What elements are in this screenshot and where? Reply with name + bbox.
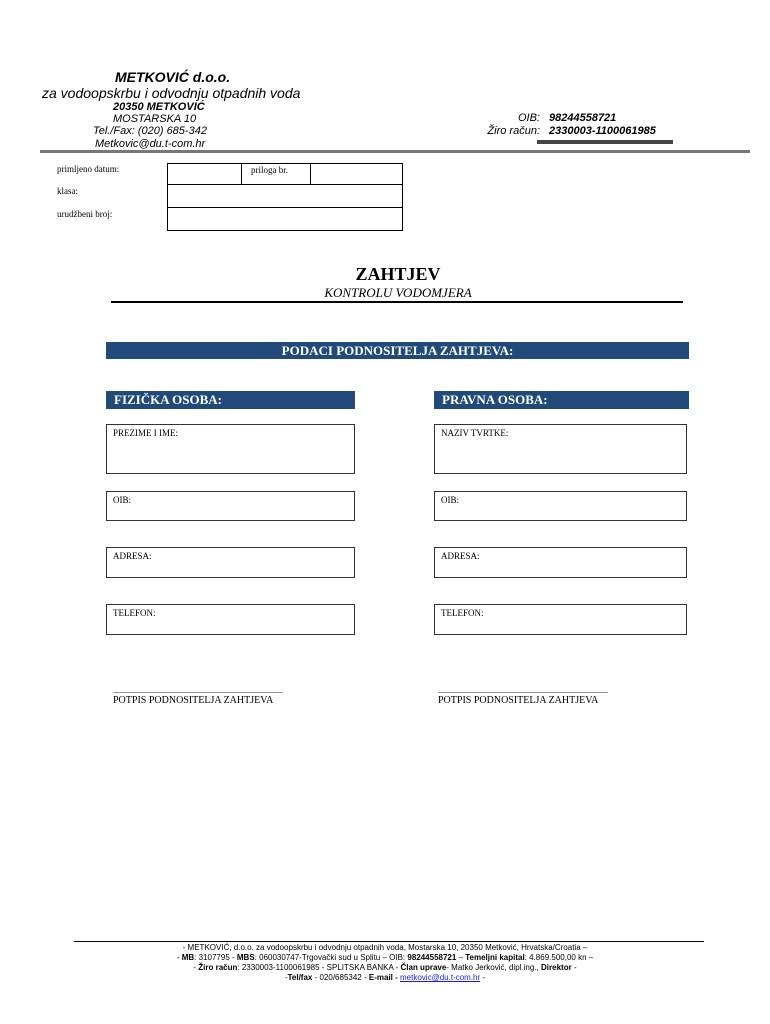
footer-tel: - 020/685342 - [314, 973, 367, 982]
received-date-label: primljeno datum: [57, 164, 120, 174]
natural-signature-label: POTPIS PODNOSITELJA ZAHTJEVA [113, 695, 274, 706]
company-city: 20350 METKOVIĆ [113, 101, 205, 113]
legal-name-label: NAZIV TVRTKE: [441, 428, 509, 438]
footer-dash: - [573, 963, 577, 972]
legal-person-header: PRAVNA OSOBA: [434, 391, 689, 409]
legal-oib-field[interactable] [434, 491, 687, 521]
footer-mb: : 3107795 - [194, 953, 235, 962]
footer-board: - Matko Jerković, dipl.ing., [446, 963, 539, 972]
legal-phone-label: TELEFON: [441, 608, 484, 618]
natural-name-label: PREZIME I IME: [113, 428, 178, 438]
company-street: MOSTARSKA 10 [113, 113, 197, 125]
company-name: METKOVIĆ d.o.o. [115, 69, 231, 85]
legal-oib-label: OIB: [441, 495, 459, 505]
legal-address-field[interactable] [434, 547, 687, 578]
legal-phone-field[interactable] [434, 604, 687, 635]
company-phone: Tel./Fax: (020) 685-342 [93, 125, 207, 137]
natural-phone-field[interactable] [106, 604, 355, 635]
footer-divider [74, 941, 704, 942]
applicant-section-header: PODACI PODNOSITELJA ZAHTJEVA: [106, 342, 689, 359]
attachment-label: priloga br. [251, 165, 288, 175]
footer-mb-label: MB [181, 953, 195, 962]
attachment-label-cell [241, 163, 311, 185]
footer-email-link[interactable]: metkovic@du.t-com.hr [400, 973, 481, 982]
footer-board-label: Član uprave [400, 963, 447, 972]
footer-mbs: : 060030747-Trgovački sud u Splitu – OIB: [254, 953, 406, 962]
company-email: Metkovic@du.t-com.hr [95, 138, 206, 150]
account-underline [537, 140, 673, 144]
account-value: 2330003-1100061985 [549, 125, 656, 137]
natural-oib-field[interactable] [106, 491, 355, 521]
received-date-field[interactable] [167, 163, 242, 185]
footer-capital: : 4.869.500,00 kn – [524, 953, 594, 962]
class-field[interactable] [167, 184, 403, 208]
footer-oib: 98244558721 [407, 953, 457, 962]
oib-label: OIB: [517, 112, 540, 124]
footer-account: : 2330003-1100061985 - SPLITSKA BANKA - [237, 963, 399, 972]
oib-value: 98244558721 [549, 112, 617, 124]
natural-address-field[interactable] [106, 547, 355, 578]
company-subtitle: za vodoopskrbu i odvodnju otpadnih voda [42, 85, 301, 101]
footer-dash: - [193, 963, 197, 972]
footer-email-label: E-mail - [368, 973, 398, 982]
account-label: Žiro račun: [487, 125, 540, 137]
footer-line-2 [0, 953, 770, 962]
attachment-number-field[interactable] [310, 163, 403, 185]
legal-name-field[interactable] [434, 424, 687, 474]
document-title: ZAHTJEV [355, 264, 441, 284]
footer-dash: - [176, 953, 180, 962]
title-underline [111, 301, 683, 303]
natural-person-header: FIZIČKA OSOBA: [106, 391, 355, 409]
footer-dash: - [482, 973, 486, 982]
legal-signature-line[interactable] [438, 692, 608, 693]
footer-tel-label: Tel/fax [287, 973, 313, 982]
legal-address-label: ADRESA: [441, 551, 480, 561]
header-divider [40, 150, 750, 153]
natural-name-field[interactable] [106, 424, 355, 474]
footer-line-4 [0, 973, 770, 982]
footer-capital-label: Temeljni kapital [465, 953, 525, 962]
natural-oib-label: OIB: [113, 495, 131, 505]
registry-number-label: urudžbeni broj: [57, 209, 113, 219]
legal-signature-label: POTPIS PODNOSITELJA ZAHTJEVA [438, 695, 599, 706]
footer-line-3 [0, 963, 770, 972]
natural-phone-label: TELEFON: [113, 608, 156, 618]
natural-address-label: ADRESA: [113, 551, 152, 561]
document-subtitle: KONTROLU VODOMJERA [324, 285, 472, 300]
class-label: klasa: [57, 186, 78, 196]
registry-number-field[interactable] [167, 207, 403, 231]
footer-dash: – [458, 953, 464, 962]
natural-signature-line[interactable] [113, 692, 283, 693]
footer-account-label: Žiro račun [198, 963, 238, 972]
footer-mbs-label: MBS [236, 953, 255, 962]
footer-line-1: - METKOVIĆ, d.o.o. za vodoopskrbu i odvodnju otpadnih voda, Mostarska 10, 20350 Metković, Hrvatska/Croatia – [182, 943, 588, 952]
footer-dash: - [284, 973, 288, 982]
footer-director: Direktor [541, 963, 572, 972]
